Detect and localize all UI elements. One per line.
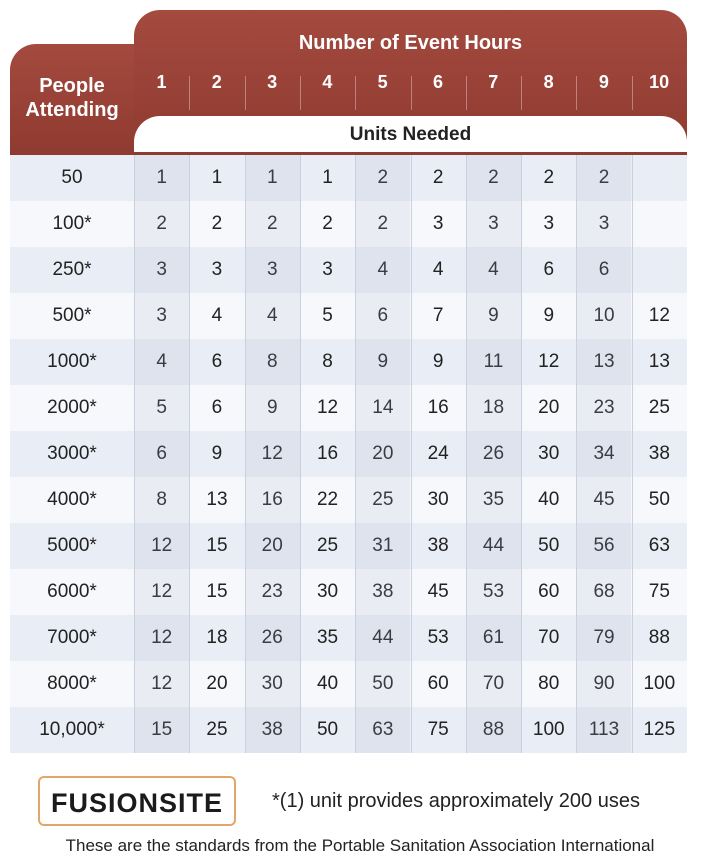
- hour-header-9: 9: [598, 72, 609, 92]
- hour-separator: [355, 76, 356, 110]
- units-cell: 26: [482, 443, 505, 464]
- units-cell: 2: [211, 213, 223, 234]
- units-cell: 68: [593, 581, 615, 602]
- units-cell: 44: [372, 627, 394, 648]
- column-divider: [411, 155, 412, 753]
- units-cell: 6: [543, 259, 555, 280]
- units-cell: 38: [372, 581, 394, 602]
- units-cell: 12: [261, 443, 283, 464]
- units-cell: 8: [156, 489, 167, 510]
- units-cell: 24: [427, 443, 449, 464]
- units-cell: 70: [482, 673, 505, 694]
- hour-header-10: 10: [649, 72, 670, 92]
- hour-header-7: 7: [488, 72, 499, 92]
- units-cell: 4: [156, 351, 167, 372]
- units-cell: 80: [538, 673, 560, 694]
- people-attending-header: [10, 44, 134, 156]
- units-cell: 70: [538, 627, 560, 648]
- units-cell: 40: [316, 673, 339, 694]
- units-cell: 26: [261, 627, 283, 648]
- units-cell: 9: [432, 351, 444, 372]
- units-cell: 2: [322, 213, 333, 234]
- column-shade: [466, 155, 521, 753]
- units-cell: 9: [266, 397, 278, 418]
- units-cell: 7: [432, 305, 444, 326]
- units-cell: 25: [206, 719, 228, 740]
- units-cell: 2: [432, 167, 444, 188]
- units-needed-bar: [134, 116, 687, 152]
- units-cell: 9: [543, 305, 555, 326]
- units-cell: 2: [543, 167, 555, 188]
- units-cell: 15: [151, 719, 173, 740]
- units-cell: 1: [211, 167, 223, 188]
- units-cell: 6: [211, 351, 223, 372]
- people-cell: 1000*: [47, 351, 97, 372]
- units-cell: 50: [316, 719, 339, 740]
- hour-header-5: 5: [377, 72, 388, 92]
- units-cell: 8: [266, 351, 278, 372]
- units-cell: 44: [482, 535, 505, 556]
- units-cell: 3: [322, 259, 333, 280]
- units-cell: 1: [156, 167, 167, 188]
- units-cell: 45: [427, 581, 449, 602]
- units-cell: 12: [648, 305, 670, 326]
- units-cell: 15: [206, 535, 228, 556]
- units-cell: 6: [156, 443, 167, 464]
- units-cell: 31: [372, 535, 394, 556]
- units-cell: 4: [377, 259, 389, 280]
- units-cell: 100: [643, 673, 676, 694]
- column-divider: [189, 155, 190, 753]
- units-cell: 6: [598, 259, 610, 280]
- units-cell: 88: [482, 719, 505, 740]
- units-cell: 56: [593, 535, 615, 556]
- units-cell: 16: [316, 443, 339, 464]
- units-cell: 35: [482, 489, 505, 510]
- units-cell: 113: [588, 719, 620, 740]
- units-cell: 12: [538, 351, 560, 372]
- units-cell: 13: [593, 351, 615, 372]
- units-cell: 2: [156, 213, 167, 234]
- units-cell: 4: [432, 259, 444, 280]
- units-cell: 53: [482, 581, 505, 602]
- units-cell: 34: [593, 443, 615, 464]
- units-cell: 13: [648, 351, 670, 372]
- units-cell: 40: [538, 489, 560, 510]
- units-cell: 10: [593, 305, 615, 326]
- units-cell: 3: [266, 259, 278, 280]
- units-cell: 20: [538, 397, 560, 418]
- units-cell: 50: [538, 535, 560, 556]
- people-cell: 6000*: [47, 581, 97, 602]
- units-cell: 30: [427, 489, 449, 510]
- people-cell: 10,000*: [39, 719, 105, 740]
- hour-separator: [189, 76, 190, 110]
- units-cell: 2: [377, 167, 389, 188]
- people-cell: 500*: [52, 305, 92, 326]
- units-cell: 100: [532, 719, 565, 740]
- people-cell: 3000*: [47, 443, 97, 464]
- units-cell: 63: [648, 535, 670, 556]
- units-cell: 20: [261, 535, 283, 556]
- hour-separator: [521, 76, 522, 110]
- units-cell: 60: [538, 581, 560, 602]
- units-cell: [632, 247, 687, 293]
- logo-text: FUSIONSITE: [50, 788, 223, 818]
- people-attending-label: People Attending: [25, 75, 119, 121]
- units-cell: 63: [372, 719, 394, 740]
- column-shade: [355, 155, 410, 753]
- hour-header-6: 6: [432, 72, 443, 92]
- event-hours-title: Number of Event Hours: [298, 32, 523, 54]
- hour-header-3: 3: [267, 72, 278, 92]
- units-cell: 2: [266, 213, 278, 234]
- units-cell: 25: [648, 397, 670, 418]
- column-divider: [300, 155, 301, 753]
- units-cell: 88: [648, 627, 670, 648]
- units-cell: 13: [206, 489, 228, 510]
- units-cell: 3: [598, 213, 610, 234]
- people-cell: 7000*: [47, 627, 97, 648]
- units-cell: 3: [488, 213, 499, 234]
- units-cell: 9: [211, 443, 223, 464]
- hour-separator: [245, 76, 246, 110]
- units-cell: 75: [648, 581, 670, 602]
- units-cell: 61: [482, 627, 505, 648]
- units-cell: 18: [206, 627, 228, 648]
- units-cell: 30: [261, 673, 283, 694]
- units-cell: 125: [643, 719, 676, 740]
- units-cell: 4: [211, 305, 223, 326]
- hour-header-1: 1: [156, 72, 167, 92]
- units-cell: 2: [377, 213, 389, 234]
- units-cell: 30: [538, 443, 560, 464]
- units-cell: 15: [206, 581, 228, 602]
- units-cell: 53: [427, 627, 449, 648]
- units-cell: 5: [322, 305, 333, 326]
- units-cell: 20: [372, 443, 394, 464]
- units-cell: 16: [427, 397, 449, 418]
- column-divider: [466, 155, 467, 753]
- units-cell: 45: [593, 489, 615, 510]
- column-shade: [576, 155, 631, 753]
- units-cell: 79: [593, 627, 615, 648]
- units-cell: 25: [372, 489, 394, 510]
- units-cell: 1: [322, 167, 333, 188]
- units-cell: 16: [261, 489, 283, 510]
- units-cell: 3: [543, 213, 555, 234]
- units-cell: 35: [316, 627, 339, 648]
- units-needed-label: Units Needed: [349, 124, 472, 145]
- fusionsite-logo: [38, 776, 236, 826]
- units-cell: 4: [266, 305, 278, 326]
- units-cell: 20: [206, 673, 228, 694]
- units-cell: 11: [483, 351, 504, 372]
- units-cell: 75: [427, 719, 449, 740]
- units-cell: 25: [316, 535, 339, 556]
- column-divider: [355, 155, 356, 753]
- hour-header-8: 8: [543, 72, 554, 92]
- units-cell: 90: [593, 673, 615, 694]
- people-cell: 4000*: [47, 489, 97, 510]
- hour-header-4: 4: [322, 72, 333, 92]
- units-cell: 6: [377, 305, 389, 326]
- hour-separator: [632, 76, 633, 110]
- units-cell: 3: [156, 305, 167, 326]
- column-divider: [245, 155, 246, 753]
- units-cell: 9: [488, 305, 499, 326]
- footnote: *(1) unit provides approximately 200 uses: [272, 790, 640, 812]
- units-cell: 12: [151, 581, 173, 602]
- column-shade: [245, 155, 300, 753]
- units-cell: 12: [151, 535, 173, 556]
- units-cell: 60: [427, 673, 449, 694]
- units-cell: 30: [316, 581, 339, 602]
- people-cell: 50: [61, 167, 83, 188]
- hour-separator: [411, 76, 412, 110]
- units-cell: 38: [648, 443, 670, 464]
- people-cell: 8000*: [47, 673, 97, 694]
- units-cell: 18: [482, 397, 505, 418]
- units-cell: 12: [151, 673, 173, 694]
- hour-separator: [466, 76, 467, 110]
- people-cell: 2000*: [47, 397, 97, 418]
- column-divider: [134, 155, 135, 753]
- column-divider: [576, 155, 577, 753]
- units-cell: 14: [372, 397, 394, 418]
- column-divider: [632, 155, 633, 753]
- hour-separator: [300, 76, 301, 110]
- people-cell: 250*: [52, 259, 92, 280]
- hour-header-2: 2: [211, 72, 222, 92]
- units-cell: 23: [593, 397, 615, 418]
- units-cell: 4: [488, 259, 499, 280]
- units-cell: 38: [261, 719, 283, 740]
- units-cell: 2: [598, 167, 610, 188]
- units-cell: 50: [372, 673, 394, 694]
- units-cell: 3: [211, 259, 223, 280]
- units-cell: 22: [316, 489, 339, 510]
- units-cell: 5: [156, 397, 167, 418]
- hour-separator: [576, 76, 577, 110]
- column-divider: [521, 155, 522, 753]
- units-cell: 3: [156, 259, 167, 280]
- source-note: These are the standards from the Portable Sanitation Association International: [65, 836, 655, 855]
- units-cell: 6: [211, 397, 223, 418]
- units-cell: [632, 155, 687, 201]
- units-cell: 3: [432, 213, 444, 234]
- units-cell: 50: [648, 489, 670, 510]
- units-cell: 1: [266, 167, 278, 188]
- people-cell: 5000*: [47, 535, 97, 556]
- units-cell: 12: [316, 397, 339, 418]
- units-cell: 38: [427, 535, 449, 556]
- units-cell: 12: [151, 627, 173, 648]
- units-cell: 2: [488, 167, 499, 188]
- units-table: [10, 155, 687, 753]
- units-cell: 9: [377, 351, 389, 372]
- units-cell: [632, 201, 687, 247]
- units-cell: 8: [322, 351, 333, 372]
- column-shade: [134, 155, 189, 753]
- people-cell: 100*: [52, 213, 92, 234]
- units-cell: 23: [261, 581, 283, 602]
